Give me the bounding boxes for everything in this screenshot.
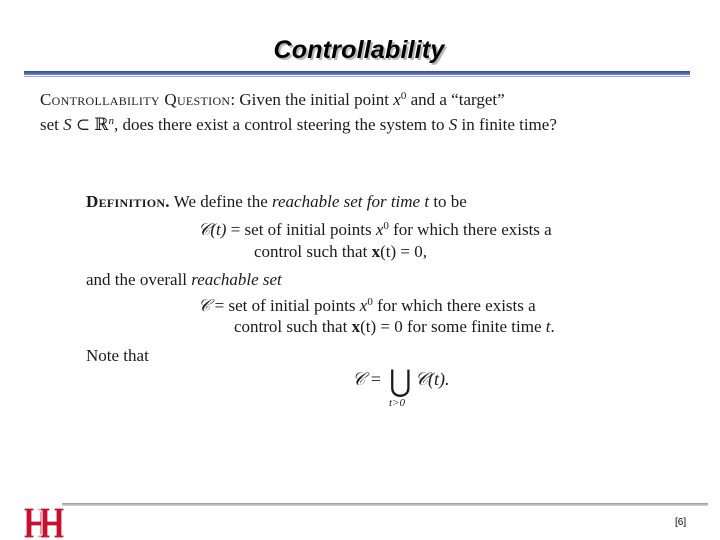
union-subscript: t>0: [389, 397, 405, 409]
definition-c-line-2: control such that x(t) = 0 for some finite time t.: [234, 317, 555, 336]
page-number: [6]: [675, 517, 687, 528]
question-heading: Controllability Question: [40, 90, 231, 109]
definition-line-1: Definition. We define the reachable set for time t to be: [86, 192, 467, 211]
question-line-2: set S ⊂ ℝ$^n$, does there exist a control steering the system to S in finite time?: [40, 115, 557, 134]
definition-c-line-1: 𝒞 = set of initial points $x^0$ for which there exists a: [198, 296, 536, 315]
header-rule-thin: [24, 76, 690, 77]
header-rule: [24, 71, 690, 75]
slide-title: Controllability: [273, 36, 445, 64]
union-symbol: ⋃: [389, 365, 412, 398]
definition-ct-line-2: control such that x(t) = 0,: [254, 242, 427, 261]
question-line-1: Controllability Question: Given the initial point $x^0$ and a “target”: [40, 90, 505, 109]
union-equation: 𝒞 = ⋃ 𝒞(t).: [352, 365, 450, 398]
uh-logo-icon: [22, 506, 68, 540]
footer-rule: [62, 503, 708, 506]
definition-ct-line-1: 𝒞(t) = set of initial points $x^0$ for which there exists a: [198, 220, 552, 239]
definition-overall-line: and the overall reachable set: [86, 270, 282, 289]
note-label: Note that: [86, 346, 149, 365]
definition-heading: Definition.: [86, 192, 170, 211]
